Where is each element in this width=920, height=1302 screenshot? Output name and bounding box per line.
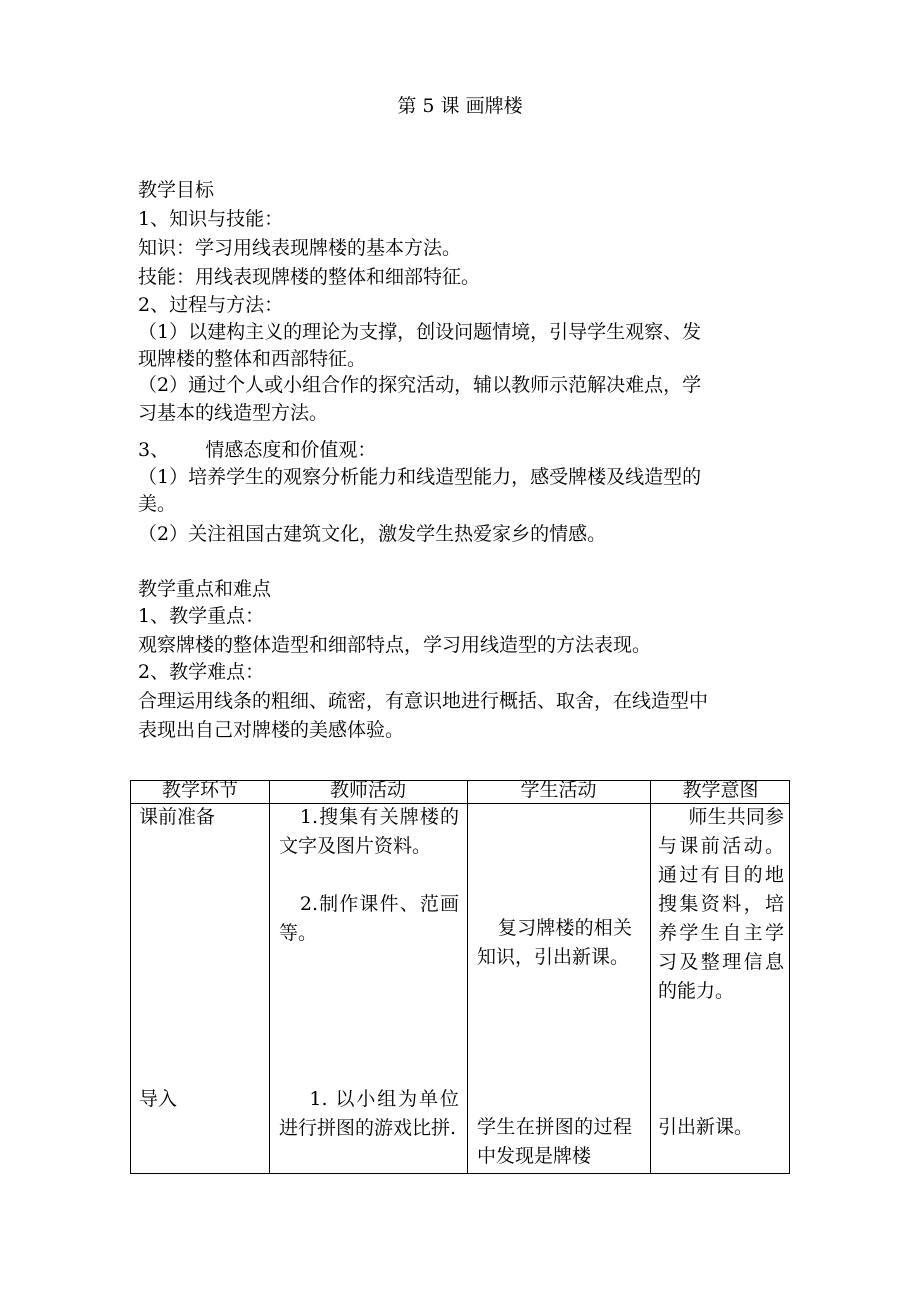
objective-2-point-1-b: 现牌楼的整体和西部特征。 [138,348,367,370]
objective-3-point-2: （2）关注祖国古建筑文化，激发学生热爱家乡的情感。 [138,523,607,545]
table-header-stage: 教学环节 [161,779,238,801]
row-1-teacher-1: 1.搜集有关牌楼的文字及图片资料。 [279,806,459,857]
objective-3-point-1-a: （1）培养学生的观察分析能力和线造型能力，感受牌楼及线造型的 [138,466,702,488]
objective-3-point-1-b: 美。 [138,493,177,515]
row-2-teacher: 1. 以小组为单位进行拼图的游戏比拼. [279,1088,459,1139]
objective-3-heading: 3、 情感态度和价值观： [138,439,377,461]
page-title: 第 5 课 画牌楼 [397,95,523,117]
table-column-divider [467,781,468,1173]
objective-1-knowledge: 知识：学习用线表现牌楼的基本方法。 [138,237,462,259]
row-1-intent: 师生共同参与课前活动。通过有目的地搜集资料，培养学生自主学习及整理信息的能力。 [658,806,784,1002]
objective-1-skill: 技能：用线表现牌楼的整体和细部特征。 [138,266,481,288]
keypoint-2-text-b: 表现出自己对牌楼的美感体验。 [138,719,405,741]
table-header-intent: 教学意图 [682,779,759,801]
keypoint-1-text: 观察牌楼的整体造型和细部特点，学习用线造型的方法表现。 [138,634,652,656]
table-column-divider [269,781,270,1173]
keypoint-1-heading: 1、教学重点： [138,605,265,627]
objective-1-heading: 1、知识与技能： [138,208,284,230]
keypoint-2-text-a: 合理运用线条的粗细、疏密，有意识地进行概括、取舍，在线造型中 [138,690,709,712]
keypoint-2-heading: 2、教学难点： [138,661,265,683]
table-header-student: 学生活动 [520,779,597,801]
objective-2-point-2-b: 习基本的线造型方法。 [138,402,329,424]
objectives-heading: 教学目标 [138,179,215,201]
lesson-table [130,780,790,1174]
table-header-teacher: 教师活动 [329,779,406,801]
table-column-divider [650,781,651,1173]
objective-2-point-1-a: （1）以建构主义的理论为支撑，创设问题情境，引导学生观察、发 [138,321,702,343]
row-1-stage: 课前准备 [139,806,216,828]
objective-2-point-2-a: （2）通过个人或小组合作的探究活动，辅以教师示范解决难点，学 [138,374,702,396]
row-2-student: 学生在拼图的过程中发现是牌楼 [477,1116,632,1167]
row-1-teacher-2: 2.制作课件、范画等。 [279,893,459,944]
keypoints-heading: 教学重点和难点 [138,578,272,600]
row-1-student: 复习牌楼的相关知识，引出新课。 [477,917,632,968]
row-2-intent: 引出新课。 [658,1116,754,1138]
objective-2-heading: 2、过程与方法： [138,294,284,316]
row-2-stage: 导入 [139,1088,178,1110]
